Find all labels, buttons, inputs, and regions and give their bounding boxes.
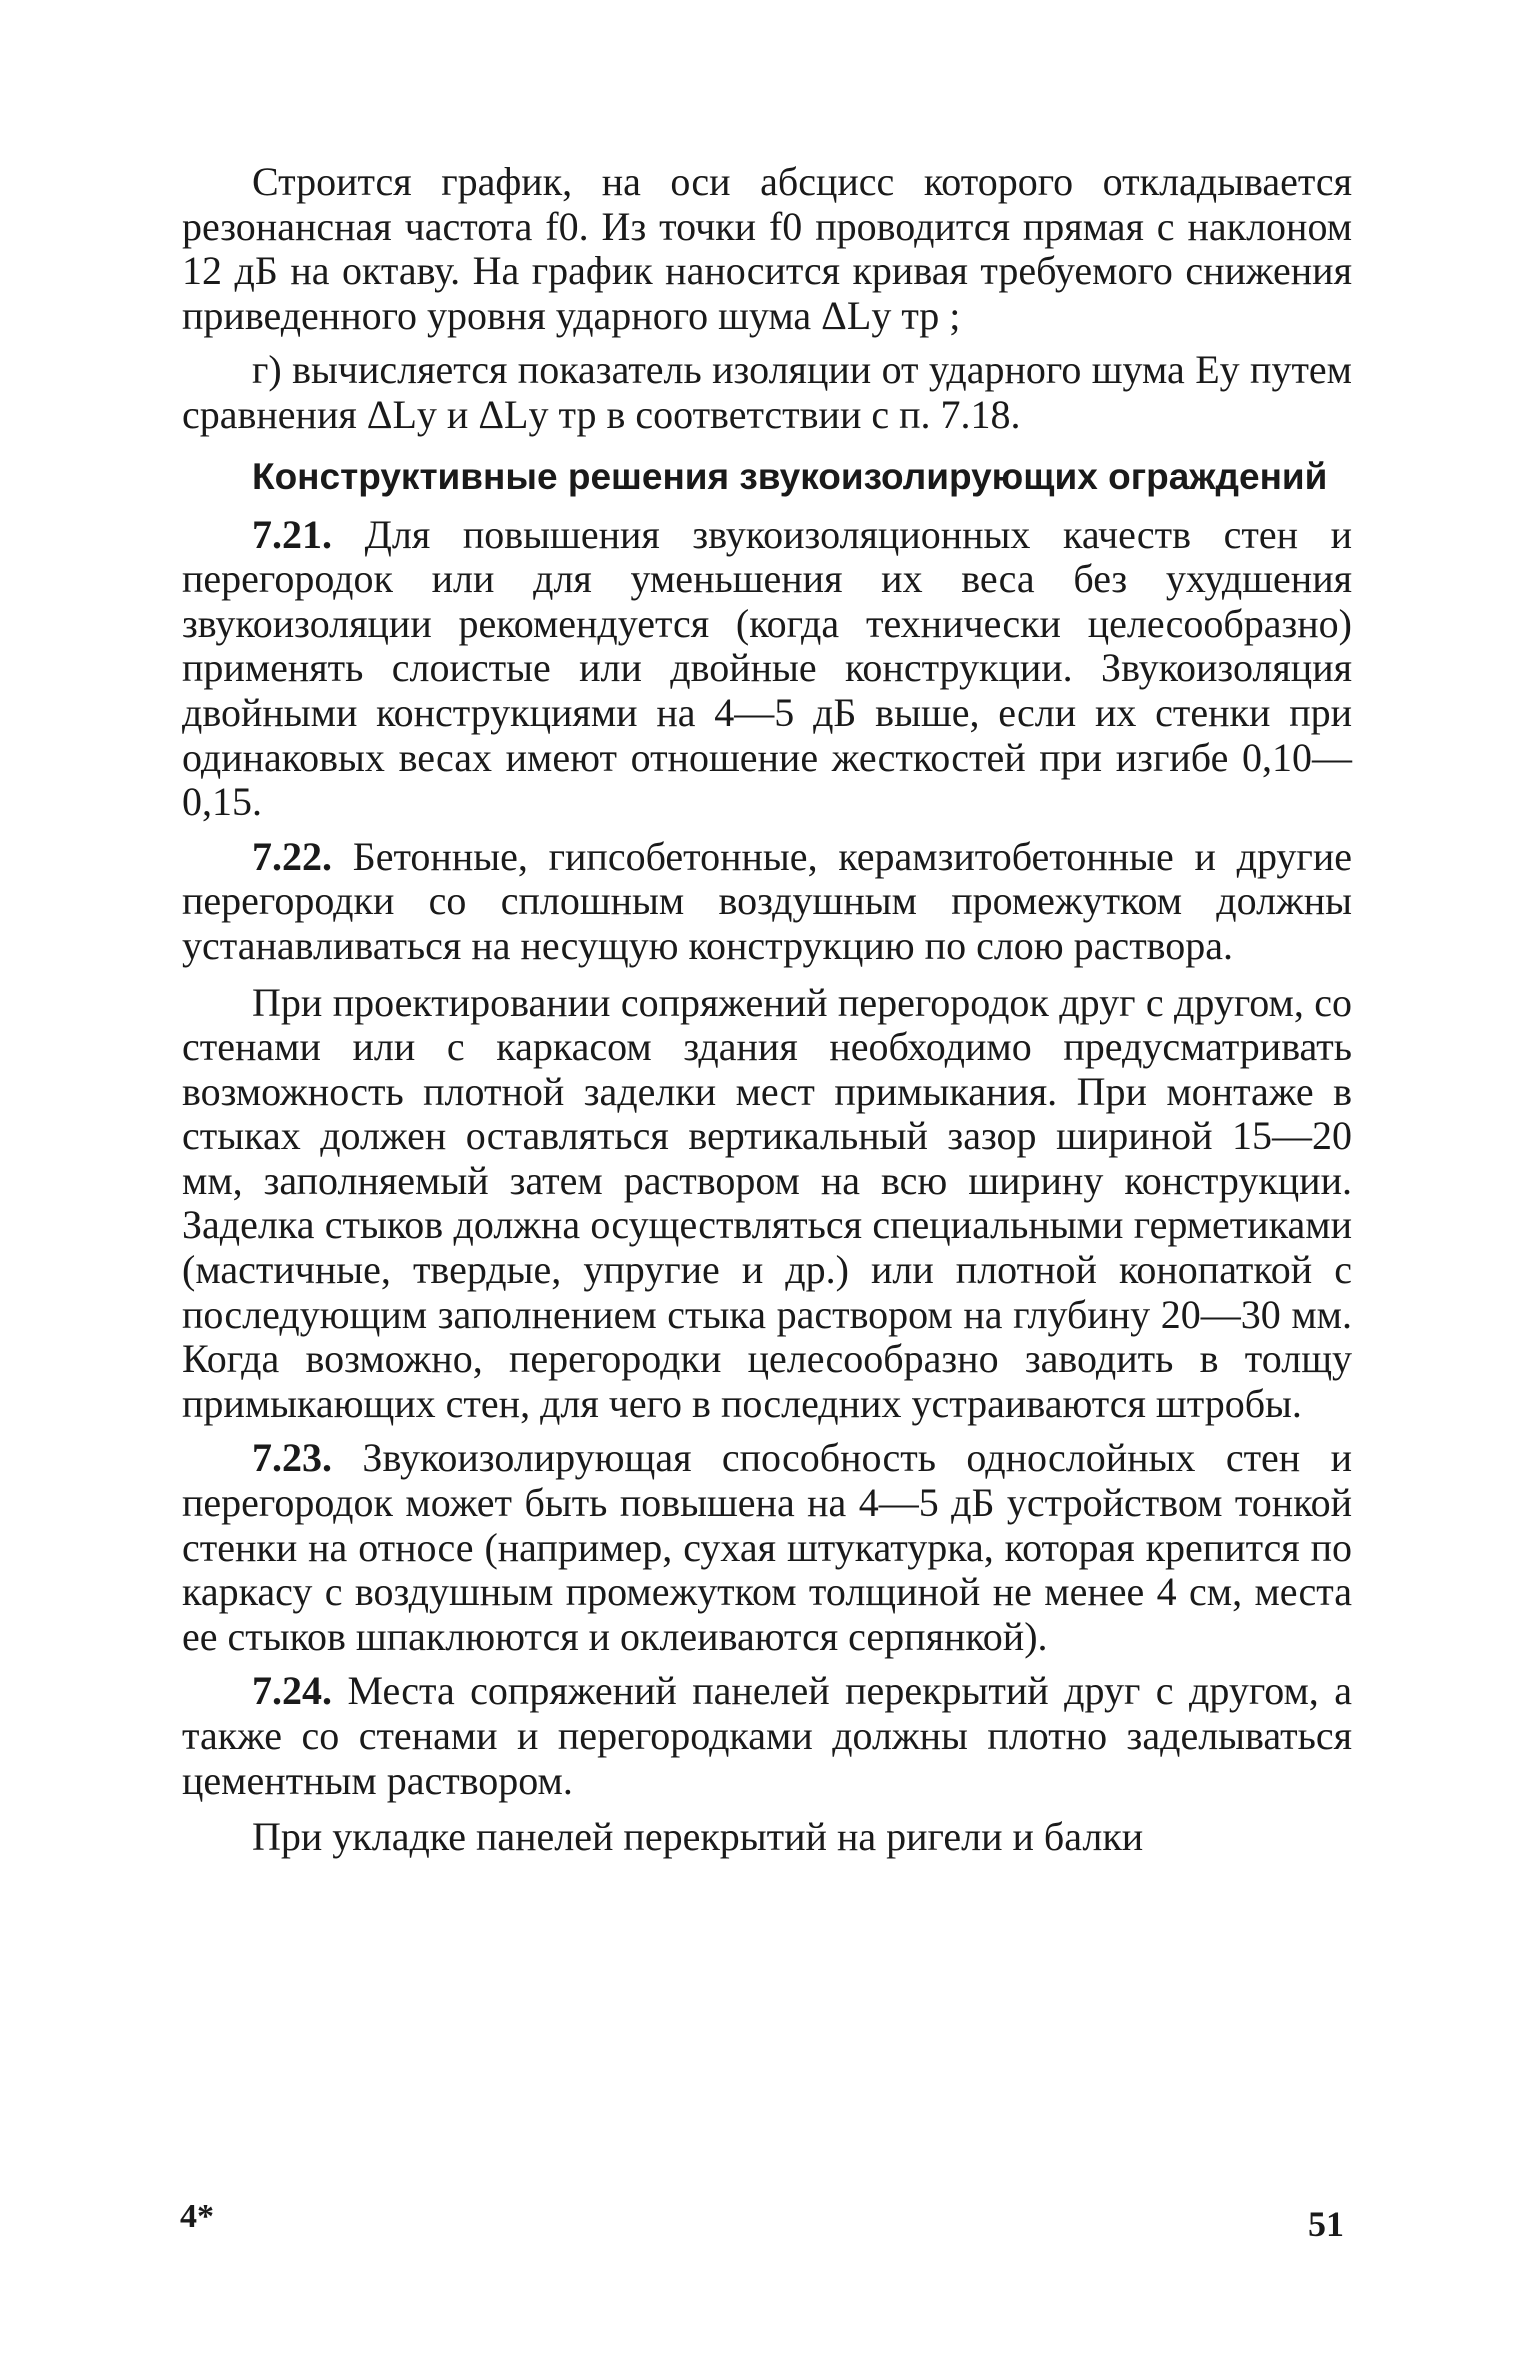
signature-mark: 4* [180, 2198, 214, 2235]
section-heading: Конструктивные решения звукоизолирующих ограждений [252, 455, 1328, 497]
paragraph-7-21 [182, 513, 1352, 825]
clause-text: Бетонные, гипсобетонные, керамзитобетонные и другие перегородки со сплошным воздушным промежутком должны устанавливаться на несущую конструкцию по слою раствора. [182, 833, 1352, 968]
text-column [182, 160, 1352, 1860]
paragraph-7-22 [182, 835, 1352, 969]
clause-text: Места сопряжений панелей перекрытий друг с другом, а также со стенами и перегородками должны плотно заделываться цементным раствором. [182, 1668, 1352, 1803]
item-g-paragraph: г) вычисляется показатель изоляции от ударного шума Eу путем сравнения ΔLу и ΔLу тр в соответствии с п. 7.18. [182, 347, 1352, 437]
last-line: При укладке панелей перекрытий на ригели и балки [252, 1814, 1144, 1860]
clause-text: Для повышения звукоизоляционных качеств стен и перегородок или для уменьшения их веса без ухудшения звукоизоляции рекомендуется (когда технически целесообразно) применять слоистые или двойные конструкции. Звукоизоляция двойными конструкциями на 4—5 дБ выше, если их стенки при одинаковых весах имеют отношение жесткостей при изгибе 0,10—0,15. [182, 511, 1353, 825]
clause-number: 7.22. [252, 833, 332, 879]
intro-paragraph: Строится график, на оси абсцисс которого откладывается резонансная частота f0. Из точки f0 проводится прямая с наклоном 12 дБ на октаву. На график наносится кривая требуемого снижения приведенного уровня ударного шума ΔLу тр ; [182, 159, 1352, 338]
clause-number: 7.24. [252, 1668, 332, 1714]
clause-text: Звукоизолирующая способность однослойных стен и перегородок может быть повышена на 4—5 дБ устройством тонкой стенки на относе (например, сухая штукатурка, которая крепится по каркасу с воздушным промежутком толщиной не менее 4 см, места ее стыков шпаклюются и оклеиваются серпянкой). [182, 1435, 1353, 1659]
paragraph-7-24 [182, 1669, 1352, 1803]
paragraph-7-22-continued: При проектировании сопряжений перегородок друг с другом, со стенами или с каркасом здания необходимо предусматривать возможность плотной заделки мест примыкания. При монтаже в стыках должен оставляться вертикальный зазор шириной 15—20 мм, заполняемый затем раствором на всю ширину конструкции. Заделка стыков должна осуществляться специальными герметиками (мастичные, твердые, упругие и др.) или плотной конопаткой с последующим заполнением стыка раствором на глубину 20—30 мм. Когда возможно, перегородки целесообразно заводить в толщу примыкающих стен, для чего в последних устраиваются штробы. [182, 979, 1352, 1426]
paragraph-7-23 [182, 1436, 1352, 1659]
clause-number: 7.23. [252, 1435, 332, 1481]
page-number: 51 [1308, 2204, 1344, 2244]
clause-number: 7.21. [252, 511, 332, 557]
